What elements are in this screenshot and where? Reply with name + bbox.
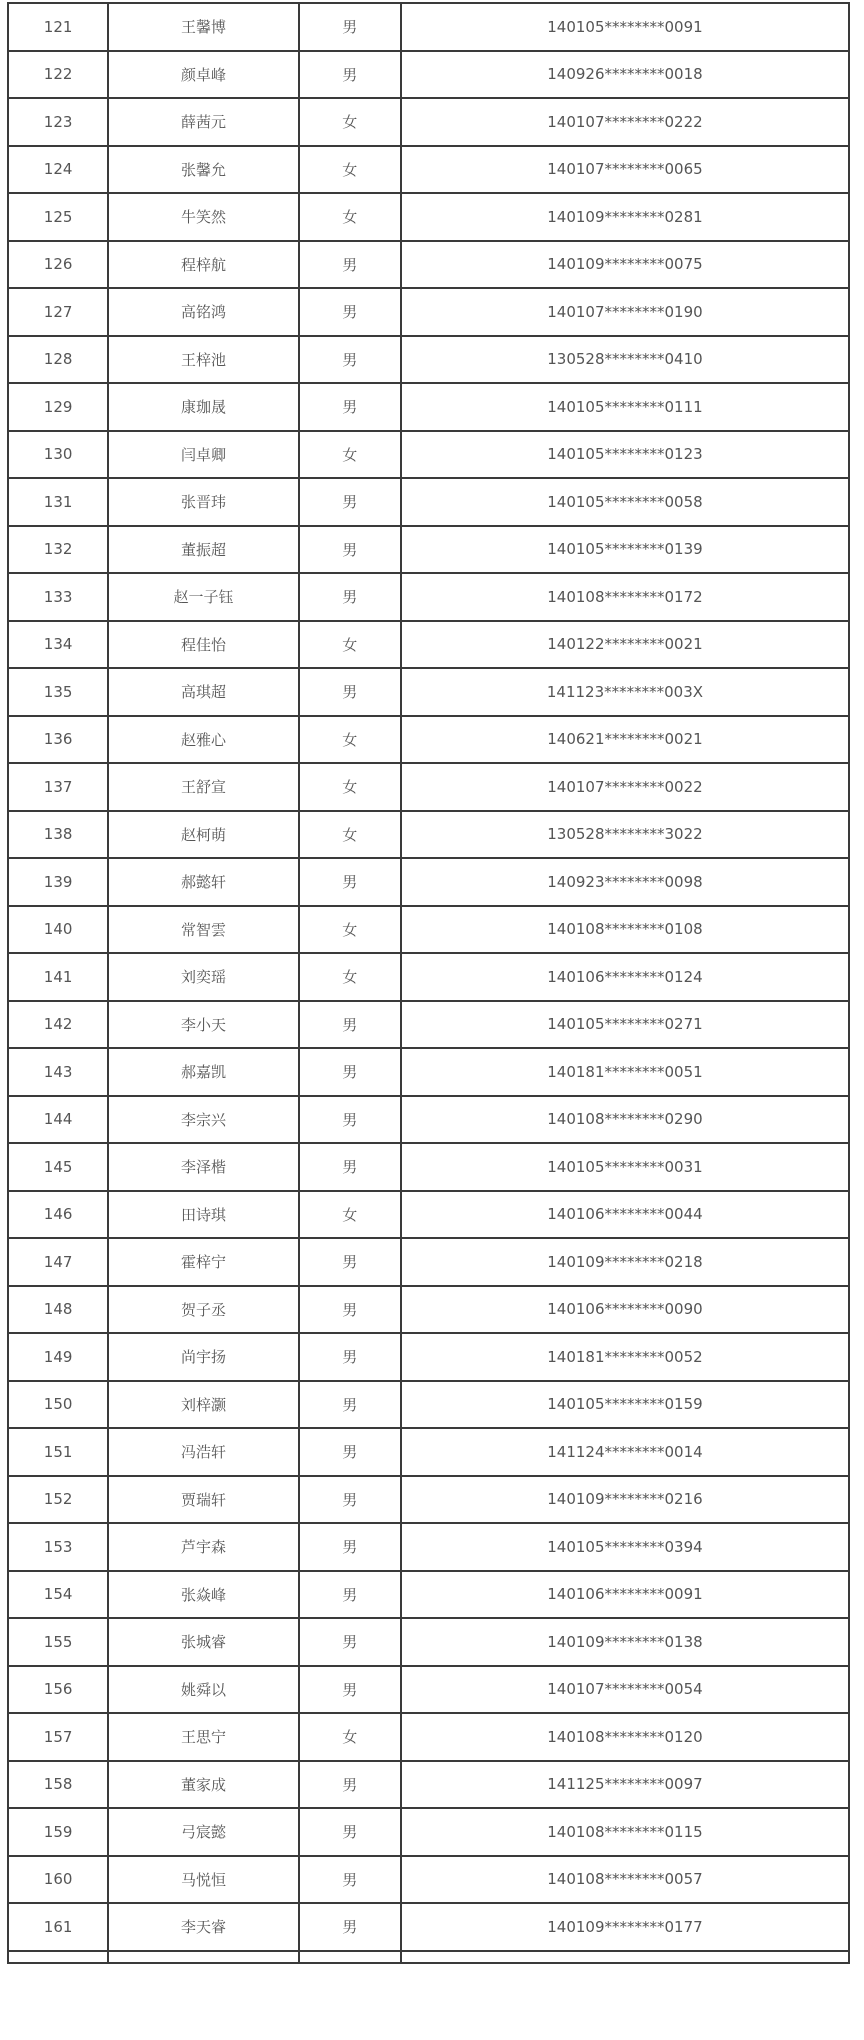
gender-cell: 男 <box>299 336 401 384</box>
student-name-cell: 赵雅心 <box>108 716 298 764</box>
id-number-cell: 130528********3022 <box>401 811 849 859</box>
table-row <box>8 336 849 384</box>
table-row <box>8 953 849 1001</box>
student-name-cell: 田诗琪 <box>108 1191 298 1239</box>
row-number-cell: 127 <box>8 288 108 336</box>
row-number-cell: 153 <box>8 1523 108 1571</box>
table-row <box>8 1618 849 1666</box>
row-number-cell: 139 <box>8 858 108 906</box>
gender-cell: 女 <box>299 906 401 954</box>
id-number-cell: 140105********0123 <box>401 431 849 479</box>
table-row <box>8 1428 849 1476</box>
id-number-cell: 140108********0115 <box>401 1808 849 1856</box>
row-number-cell: 148 <box>8 1286 108 1334</box>
student-name-cell: 闫卓卿 <box>108 431 298 479</box>
id-number-cell: 141125********0097 <box>401 1761 849 1809</box>
row-number-cell: 144 <box>8 1096 108 1144</box>
empty-cell <box>108 1951 298 1963</box>
table-row <box>8 98 849 146</box>
table-row-partial <box>8 1951 849 1963</box>
gender-cell: 男 <box>299 1808 401 1856</box>
id-number-cell: 140109********0216 <box>401 1476 849 1524</box>
id-number-cell: 141123********003X <box>401 668 849 716</box>
row-number-cell: 156 <box>8 1666 108 1714</box>
gender-cell: 男 <box>299 3 401 51</box>
id-number-cell: 140106********0044 <box>401 1191 849 1239</box>
id-number-cell: 140105********0139 <box>401 526 849 574</box>
gender-cell: 女 <box>299 431 401 479</box>
student-name-cell: 牛笑然 <box>108 193 298 241</box>
id-number-cell: 140108********0172 <box>401 573 849 621</box>
row-number-cell: 151 <box>8 1428 108 1476</box>
gender-cell: 男 <box>299 1238 401 1286</box>
table-row <box>8 1096 849 1144</box>
row-number-cell: 135 <box>8 668 108 716</box>
gender-cell: 男 <box>299 1381 401 1429</box>
student-name-cell: 霍梓宁 <box>108 1238 298 1286</box>
id-number-cell: 140106********0124 <box>401 953 849 1001</box>
table-row <box>8 716 849 764</box>
gender-cell: 女 <box>299 763 401 811</box>
gender-cell: 男 <box>299 478 401 526</box>
gender-cell: 男 <box>299 288 401 336</box>
gender-cell: 男 <box>299 1428 401 1476</box>
row-number-cell: 121 <box>8 3 108 51</box>
id-number-cell: 140105********0058 <box>401 478 849 526</box>
id-number-cell: 140621********0021 <box>401 716 849 764</box>
row-number-cell: 136 <box>8 716 108 764</box>
gender-cell: 男 <box>299 1523 401 1571</box>
id-number-cell: 140108********0290 <box>401 1096 849 1144</box>
student-name-cell: 姚舜以 <box>108 1666 298 1714</box>
row-number-cell: 130 <box>8 431 108 479</box>
student-name-cell: 弓宸懿 <box>108 1808 298 1856</box>
table-row <box>8 1903 849 1951</box>
student-name-cell: 张馨允 <box>108 146 298 194</box>
id-number-cell: 140109********0075 <box>401 241 849 289</box>
row-number-cell: 129 <box>8 383 108 431</box>
id-number-cell: 141124********0014 <box>401 1428 849 1476</box>
table-row <box>8 51 849 99</box>
row-number-cell: 141 <box>8 953 108 1001</box>
table-row <box>8 1476 849 1524</box>
student-name-cell: 董振超 <box>108 526 298 574</box>
table-row <box>8 1666 849 1714</box>
row-number-cell: 123 <box>8 98 108 146</box>
table-row <box>8 1001 849 1049</box>
id-number-cell: 140109********0281 <box>401 193 849 241</box>
student-name-cell: 贺子丞 <box>108 1286 298 1334</box>
id-number-cell: 140108********0120 <box>401 1713 849 1761</box>
row-number-cell: 152 <box>8 1476 108 1524</box>
student-list-table <box>7 2 850 1964</box>
table-row <box>8 478 849 526</box>
table-row <box>8 1856 849 1904</box>
empty-cell <box>401 1951 849 1963</box>
row-number-cell: 157 <box>8 1713 108 1761</box>
student-name-cell: 贾瑞轩 <box>108 1476 298 1524</box>
table-row <box>8 763 849 811</box>
row-number-cell: 138 <box>8 811 108 859</box>
row-number-cell: 128 <box>8 336 108 384</box>
student-name-cell: 高铭鸿 <box>108 288 298 336</box>
gender-cell: 男 <box>299 1001 401 1049</box>
gender-cell: 男 <box>299 668 401 716</box>
gender-cell: 男 <box>299 1143 401 1191</box>
id-number-cell: 140105********0091 <box>401 3 849 51</box>
student-name-cell: 王舒宣 <box>108 763 298 811</box>
id-number-cell: 140107********0022 <box>401 763 849 811</box>
id-number-cell: 140181********0051 <box>401 1048 849 1096</box>
row-number-cell: 125 <box>8 193 108 241</box>
student-name-cell: 冯浩轩 <box>108 1428 298 1476</box>
id-number-cell: 140926********0018 <box>401 51 849 99</box>
student-name-cell: 常智雲 <box>108 906 298 954</box>
table-row <box>8 383 849 431</box>
id-number-cell: 140105********0111 <box>401 383 849 431</box>
row-number-cell: 160 <box>8 1856 108 1904</box>
gender-cell: 男 <box>299 51 401 99</box>
id-number-cell: 140108********0108 <box>401 906 849 954</box>
student-name-cell: 颜卓峰 <box>108 51 298 99</box>
gender-cell: 女 <box>299 146 401 194</box>
row-number-cell: 124 <box>8 146 108 194</box>
gender-cell: 男 <box>299 1286 401 1334</box>
gender-cell: 男 <box>299 1856 401 1904</box>
student-name-cell: 高琪超 <box>108 668 298 716</box>
student-name-cell: 马悦恒 <box>108 1856 298 1904</box>
id-number-cell: 140107********0054 <box>401 1666 849 1714</box>
gender-cell: 男 <box>299 573 401 621</box>
student-name-cell: 李泽楷 <box>108 1143 298 1191</box>
table-row <box>8 146 849 194</box>
id-number-cell: 140105********0031 <box>401 1143 849 1191</box>
id-number-cell: 140105********0394 <box>401 1523 849 1571</box>
id-number-cell: 140109********0177 <box>401 1903 849 1951</box>
id-number-cell: 140109********0218 <box>401 1238 849 1286</box>
gender-cell: 男 <box>299 1761 401 1809</box>
empty-cell <box>8 1951 108 1963</box>
id-number-cell: 140108********0057 <box>401 1856 849 1904</box>
table-row <box>8 573 849 621</box>
student-name-cell: 赵柯萌 <box>108 811 298 859</box>
gender-cell: 男 <box>299 526 401 574</box>
student-name-cell: 刘梓灏 <box>108 1381 298 1429</box>
student-name-cell: 尚宇扬 <box>108 1333 298 1381</box>
row-number-cell: 149 <box>8 1333 108 1381</box>
table-row <box>8 3 849 51</box>
row-number-cell: 142 <box>8 1001 108 1049</box>
id-number-cell: 140106********0090 <box>401 1286 849 1334</box>
id-number-cell: 140181********0052 <box>401 1333 849 1381</box>
student-name-cell: 李宗兴 <box>108 1096 298 1144</box>
student-name-cell: 赵一子钰 <box>108 573 298 621</box>
empty-cell <box>299 1951 401 1963</box>
gender-cell: 男 <box>299 858 401 906</box>
row-number-cell: 150 <box>8 1381 108 1429</box>
row-number-cell: 155 <box>8 1618 108 1666</box>
table-row <box>8 906 849 954</box>
student-name-cell: 李小天 <box>108 1001 298 1049</box>
row-number-cell: 131 <box>8 478 108 526</box>
row-number-cell: 147 <box>8 1238 108 1286</box>
id-number-cell: 140106********0091 <box>401 1571 849 1619</box>
table-row <box>8 1238 849 1286</box>
student-name-cell: 王思宁 <box>108 1713 298 1761</box>
gender-cell: 女 <box>299 811 401 859</box>
gender-cell: 男 <box>299 1903 401 1951</box>
row-number-cell: 133 <box>8 573 108 621</box>
id-number-cell: 140107********0065 <box>401 146 849 194</box>
row-number-cell: 122 <box>8 51 108 99</box>
table-row <box>8 1523 849 1571</box>
id-number-cell: 140105********0271 <box>401 1001 849 1049</box>
row-number-cell: 161 <box>8 1903 108 1951</box>
table-row <box>8 1381 849 1429</box>
gender-cell: 男 <box>299 1476 401 1524</box>
student-name-cell: 程梓航 <box>108 241 298 289</box>
id-number-cell: 140107********0222 <box>401 98 849 146</box>
row-number-cell: 140 <box>8 906 108 954</box>
table-row <box>8 431 849 479</box>
student-name-cell: 张城睿 <box>108 1618 298 1666</box>
gender-cell: 男 <box>299 241 401 289</box>
student-name-cell: 董家成 <box>108 1761 298 1809</box>
student-name-cell: 郝嘉凯 <box>108 1048 298 1096</box>
gender-cell: 男 <box>299 1096 401 1144</box>
id-number-cell: 140107********0190 <box>401 288 849 336</box>
table-row <box>8 1713 849 1761</box>
table-row <box>8 1286 849 1334</box>
row-number-cell: 132 <box>8 526 108 574</box>
row-number-cell: 134 <box>8 621 108 669</box>
row-number-cell: 145 <box>8 1143 108 1191</box>
student-name-cell: 芦宇森 <box>108 1523 298 1571</box>
gender-cell: 女 <box>299 953 401 1001</box>
gender-cell: 女 <box>299 193 401 241</box>
row-number-cell: 143 <box>8 1048 108 1096</box>
gender-cell: 男 <box>299 1048 401 1096</box>
gender-cell: 男 <box>299 1333 401 1381</box>
gender-cell: 男 <box>299 383 401 431</box>
student-name-cell: 郝懿轩 <box>108 858 298 906</box>
gender-cell: 女 <box>299 1713 401 1761</box>
table-row <box>8 621 849 669</box>
row-number-cell: 158 <box>8 1761 108 1809</box>
row-number-cell: 146 <box>8 1191 108 1239</box>
gender-cell: 女 <box>299 98 401 146</box>
student-name-cell: 王馨博 <box>108 3 298 51</box>
table-row <box>8 668 849 716</box>
student-name-cell: 张晋玮 <box>108 478 298 526</box>
student-name-cell: 刘奕瑶 <box>108 953 298 1001</box>
id-number-cell: 140122********0021 <box>401 621 849 669</box>
table-row <box>8 811 849 859</box>
table-row <box>8 193 849 241</box>
table-row <box>8 1808 849 1856</box>
row-number-cell: 137 <box>8 763 108 811</box>
table-row <box>8 858 849 906</box>
table-row <box>8 526 849 574</box>
table-row <box>8 1333 849 1381</box>
row-number-cell: 159 <box>8 1808 108 1856</box>
row-number-cell: 126 <box>8 241 108 289</box>
gender-cell: 女 <box>299 1191 401 1239</box>
student-name-cell: 李天睿 <box>108 1903 298 1951</box>
student-name-cell: 薛茜元 <box>108 98 298 146</box>
id-number-cell: 140109********0138 <box>401 1618 849 1666</box>
student-name-cell: 程佳怡 <box>108 621 298 669</box>
row-number-cell: 154 <box>8 1571 108 1619</box>
gender-cell: 男 <box>299 1666 401 1714</box>
table-row <box>8 1048 849 1096</box>
student-name-cell: 张焱峰 <box>108 1571 298 1619</box>
table-row <box>8 1191 849 1239</box>
gender-cell: 男 <box>299 1571 401 1619</box>
table-row <box>8 1143 849 1191</box>
id-number-cell: 130528********0410 <box>401 336 849 384</box>
student-name-cell: 康珈晟 <box>108 383 298 431</box>
gender-cell: 女 <box>299 716 401 764</box>
gender-cell: 女 <box>299 621 401 669</box>
id-number-cell: 140923********0098 <box>401 858 849 906</box>
table-row <box>8 1571 849 1619</box>
table-row <box>8 288 849 336</box>
table-body <box>8 3 849 1963</box>
table-row <box>8 241 849 289</box>
gender-cell: 男 <box>299 1618 401 1666</box>
table-row <box>8 1761 849 1809</box>
id-number-cell: 140105********0159 <box>401 1381 849 1429</box>
student-name-cell: 王梓池 <box>108 336 298 384</box>
